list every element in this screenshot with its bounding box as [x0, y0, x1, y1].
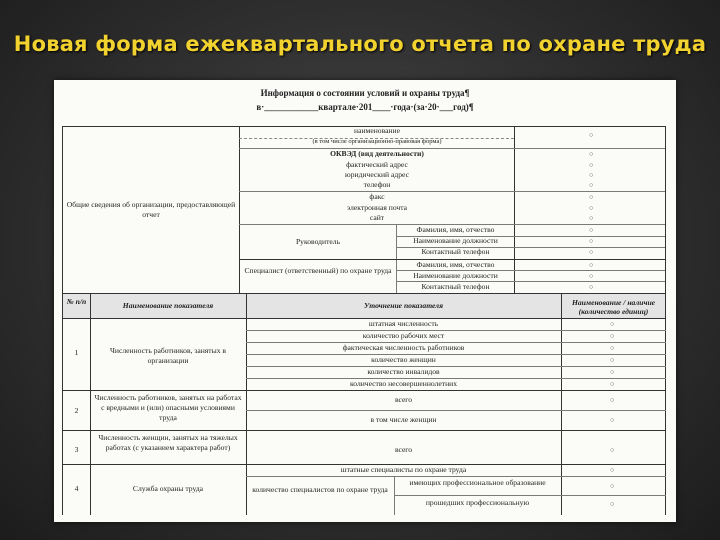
phone-label: телефон [363, 180, 391, 189]
cell-mark: ○ [610, 396, 615, 404]
cell-mark: ○ [589, 261, 594, 269]
section-4-number: 4 [74, 484, 79, 493]
section-3-item: всего [394, 445, 413, 454]
cell-mark: ○ [589, 248, 594, 256]
cell-mark: ○ [589, 193, 594, 201]
section-1-label: Численность работников, занятых в организации [110, 346, 226, 365]
section-4-item: прошедших профессиональную [425, 498, 530, 507]
cell-mark: ○ [610, 500, 615, 508]
form-header-period: в·____________квартале·201____·года·(за·20·___год)¶ [256, 102, 474, 112]
cell-mark: ○ [610, 332, 615, 340]
head-phone-label: Контактный телефон [421, 247, 490, 256]
head-label: Руководитель [295, 237, 341, 246]
section-4-item: имеющих профессиональное образование [409, 478, 546, 487]
org-name-label: наименование [354, 126, 400, 135]
section-1-number: 1 [74, 348, 79, 357]
col-header-indicator: Наименование показателя [122, 301, 214, 310]
email-label: электронная почта [346, 203, 408, 212]
specialist-label: Специалист (ответственный) по охране труда [244, 266, 392, 275]
head-position-label: Наименование должности [413, 236, 498, 245]
section-3-label: Численность женщин, занятых на тяжелых работах (с указанием характера работ) [98, 433, 238, 452]
section-1-item: количество рабочих мест [362, 331, 445, 340]
cell-mark: ○ [610, 416, 615, 424]
cell-mark: ○ [610, 344, 615, 352]
col-header-clarifying: Уточнение показателя [363, 301, 443, 310]
section-4-item: количество специалистов по охране труда [252, 485, 388, 494]
cell-mark: ○ [589, 226, 594, 234]
section-2-item: всего [394, 395, 413, 404]
cell-mark: ○ [589, 161, 594, 169]
cell-mark: ○ [610, 320, 615, 328]
section-2-item: в том числе женщин [370, 415, 437, 424]
legal-address-label: юридический адрес [345, 170, 409, 179]
cell-mark: ○ [610, 356, 615, 364]
col-header-number: № п/п [66, 297, 87, 306]
section-1-item: количество инвалидов [367, 367, 440, 376]
cell-mark: ○ [610, 380, 615, 388]
report-form-document [54, 80, 676, 522]
cell-mark: ○ [610, 368, 615, 376]
cell-mark: ○ [589, 272, 594, 280]
cell-mark: ○ [589, 283, 594, 291]
section-1-item: количество женщин [371, 355, 436, 364]
cell-mark: ○ [610, 466, 615, 474]
col-header-value: Наименование / наличие (количество единиц) [571, 298, 656, 316]
general-info-label: Общие сведения об организации, предоставляющей отчет [66, 200, 236, 219]
cell-mark: ○ [589, 150, 594, 158]
website-label: сайт [369, 213, 385, 222]
section-1-item: штатная численность [368, 319, 439, 328]
slide-title: Новая форма ежеквартального отчета по охране труда [13, 32, 707, 56]
cell-mark: ○ [589, 237, 594, 245]
form-header-title: Информация о состоянии условий и охраны труда¶ [260, 88, 470, 98]
actual-address-label: фактический адрес [346, 160, 408, 169]
section-1-item: фактическая численность работников [342, 343, 465, 352]
org-legal-form-label: (в том числе организационно-правовая форма) [312, 138, 442, 145]
cell-mark: ○ [589, 131, 594, 139]
cell-mark: ○ [610, 446, 615, 454]
specialist-phone-label: Контактный телефон [421, 282, 490, 291]
cell-mark: ○ [589, 181, 594, 189]
cell-mark: ○ [610, 482, 615, 490]
section-3-number: 3 [74, 445, 79, 454]
cell-mark: ○ [589, 204, 594, 212]
section-4-item: штатные специалисты по охране труда [340, 465, 467, 474]
section-2-number: 2 [74, 406, 79, 415]
head-fio-label: Фамилия, имя, отчество [416, 225, 495, 234]
fax-label: факс [369, 192, 385, 201]
section-2-label: Численность работников, занятых на работах с вредными и (или) опасными условиями труда [94, 393, 242, 422]
cell-mark: ○ [589, 214, 594, 222]
section-4-label: Служба охраны труда [132, 484, 204, 493]
specialist-fio-label: Фамилия, имя, отчество [416, 260, 495, 269]
section-1-item: количество несовершеннолетних [349, 379, 458, 388]
cell-mark: ○ [589, 171, 594, 179]
okved-label: ОКВЭД (вид деятельности) [330, 149, 424, 158]
specialist-position-label: Наименование должности [413, 271, 498, 280]
